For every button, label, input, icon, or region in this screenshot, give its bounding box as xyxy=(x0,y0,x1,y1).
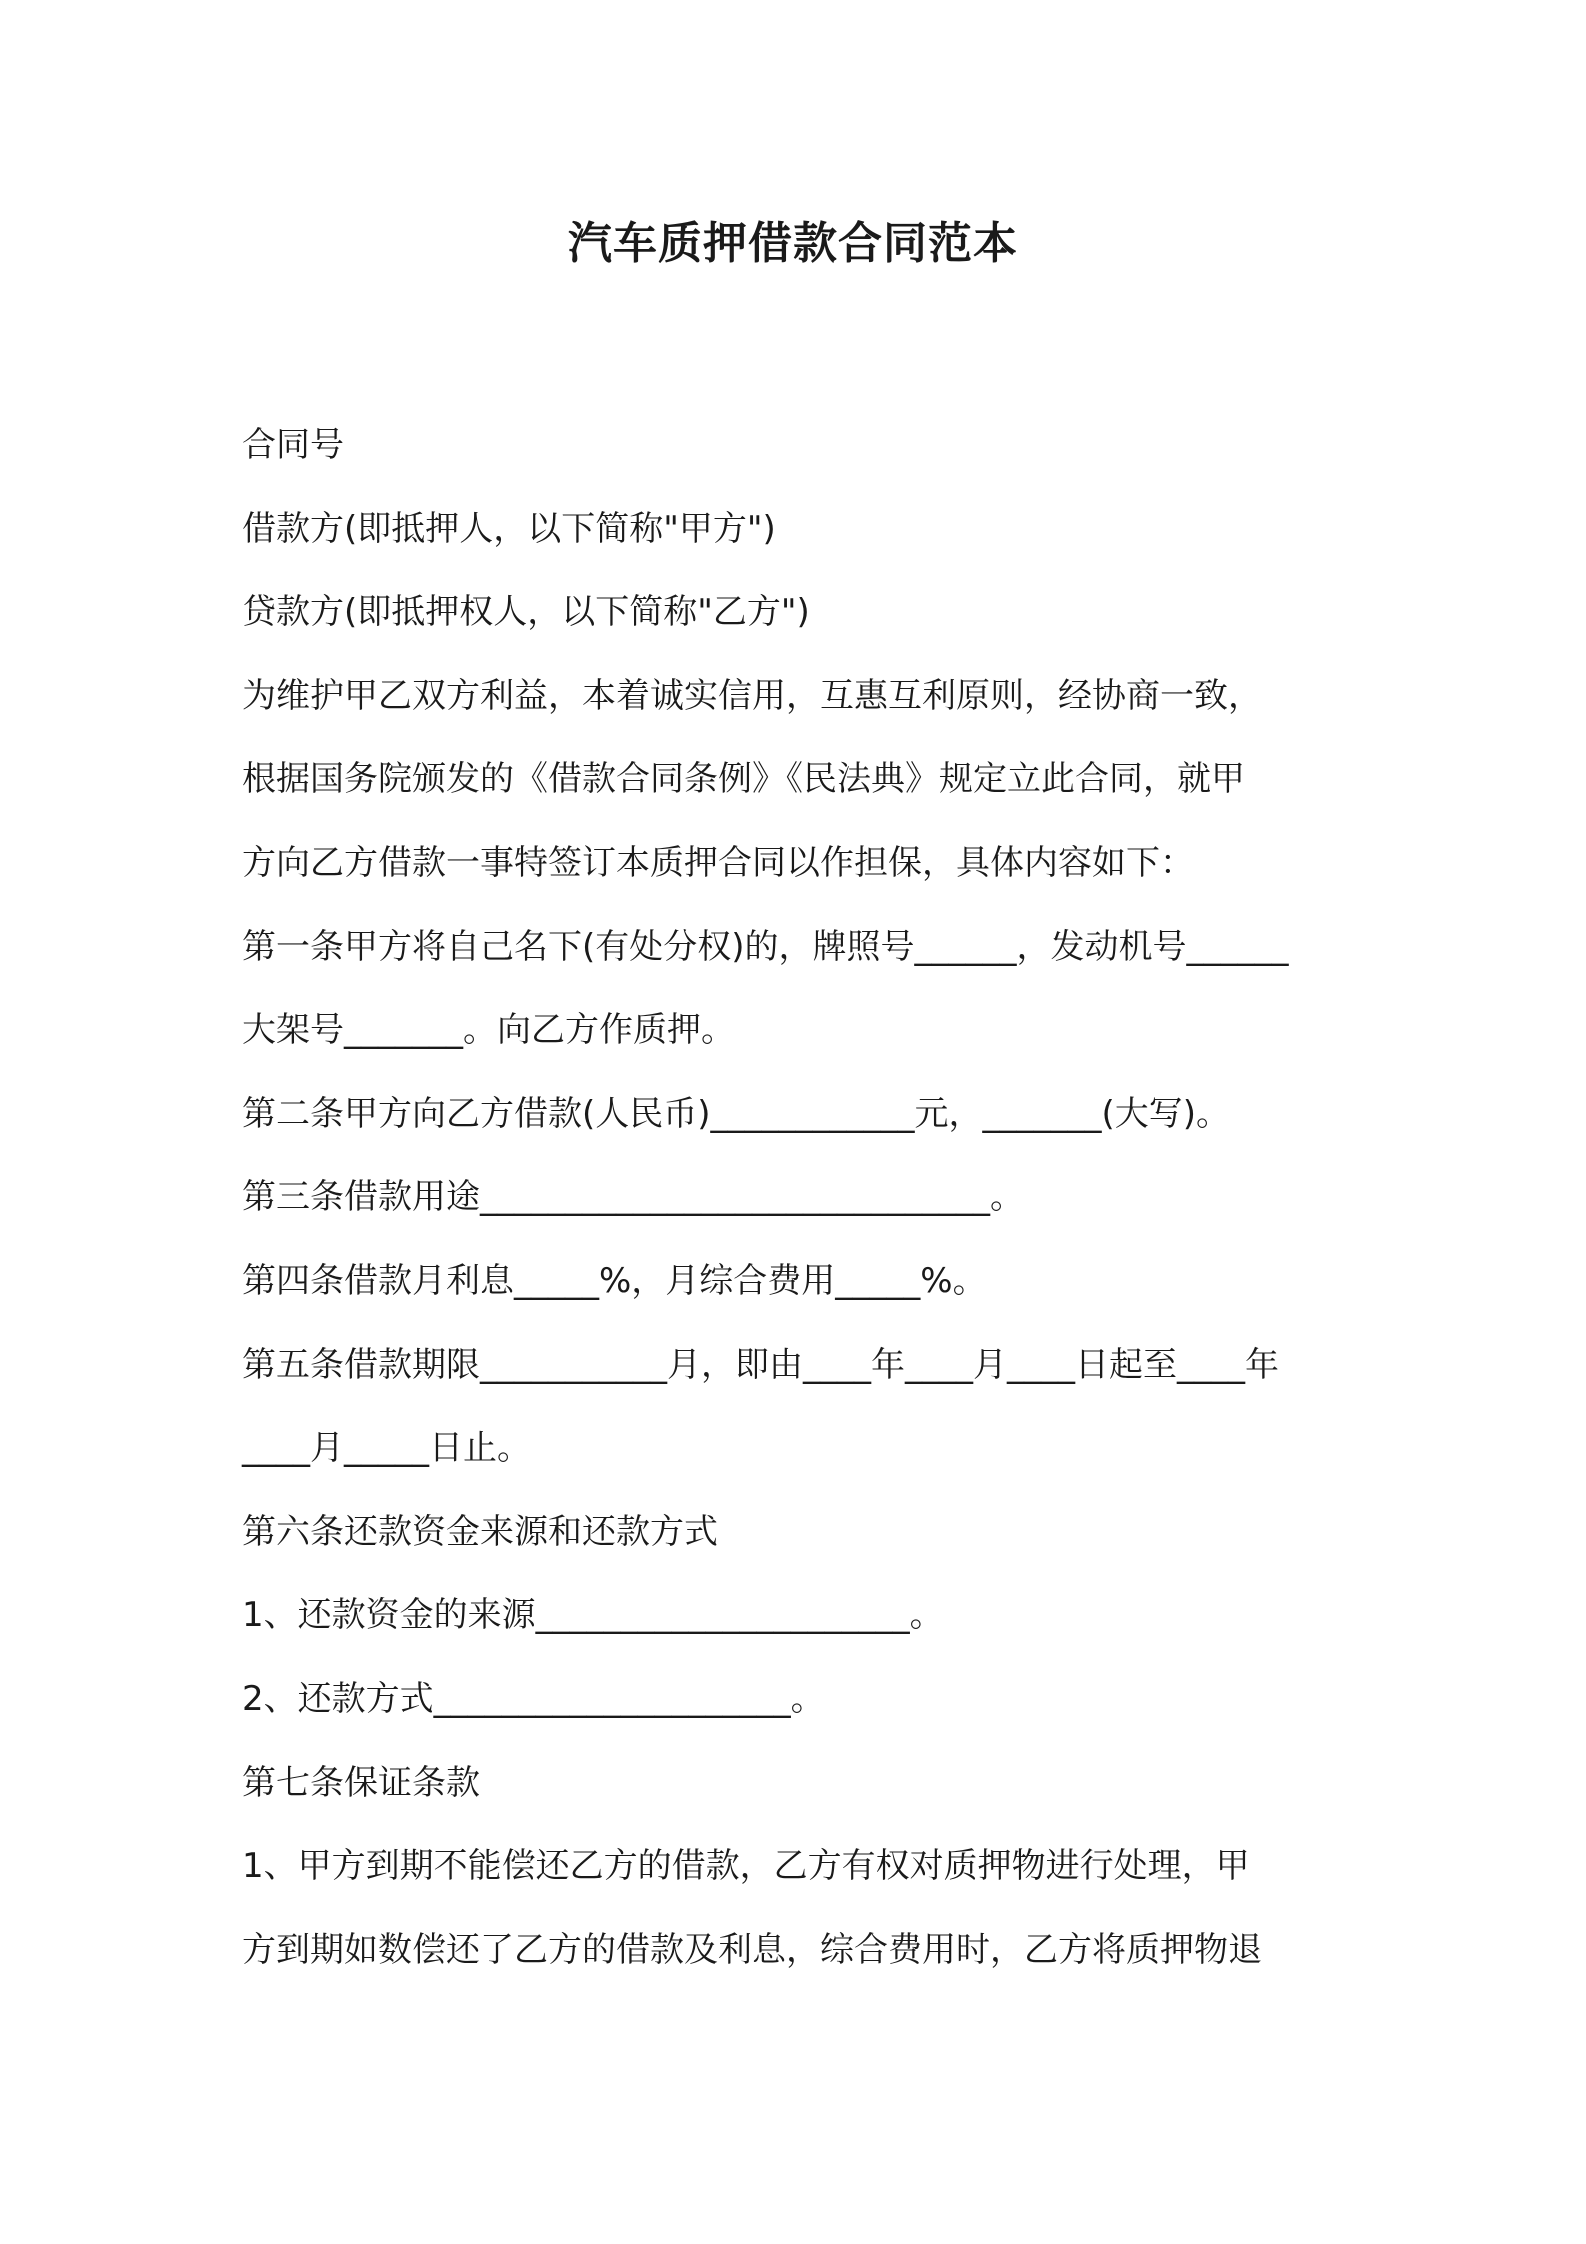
article-5-line: 第五条借款期限___________月，即由____年____月____日起至____年 xyxy=(242,1344,1279,1385)
lender-line: 贷款方(即抵押权人，以下简称"乙方") xyxy=(242,592,810,633)
contract-number-line: 合同号 xyxy=(242,425,344,465)
preamble-line: 根据国务院颁发的《借款合同条例》《民法典》规定立此合同，就甲 xyxy=(242,759,1245,800)
article-2-line: 第二条甲方向乙方借款(人民币)____________元，_______(大写)。 xyxy=(242,1093,1231,1134)
article-7-item: 1、甲方到期不能偿还乙方的借款，乙方有权对质押物进行处理，甲 xyxy=(242,1846,1250,1887)
article-7-heading: 第七条保证条款 xyxy=(242,1762,480,1803)
article-7-item: 方到期如数偿还了乙方的借款及利息，综合费用时，乙方将质押物退 xyxy=(242,1929,1262,1970)
article-3-line: 第三条借款用途______________________________。 xyxy=(242,1177,1024,1218)
article-4-line: 第四条借款月利息_____%，月综合费用_____%。 xyxy=(242,1260,987,1301)
article-6-item: 1、还款资金的来源______________________。 xyxy=(242,1595,944,1636)
document-body xyxy=(242,404,1362,1992)
article-5-line: ____月_____日止。 xyxy=(242,1428,531,1469)
document-title: 汽车质押借款合同范本 xyxy=(568,218,1018,269)
preamble-line: 方向乙方借款一事特签订本质押合同以作担保，具体内容如下： xyxy=(242,842,1194,883)
article-1-line: 第一条甲方将自己名下(有处分权)的，牌照号______，发动机号______ xyxy=(242,926,1289,967)
article-1-line: 大架号_______。向乙方作质押。 xyxy=(242,1010,735,1051)
preamble-line: 为维护甲乙双方利益，本着诚实信用，互惠互利原则，经协商一致， xyxy=(242,675,1262,716)
article-6-item: 2、还款方式_____________________。 xyxy=(242,1678,825,1719)
borrower-line: 借款方(即抵押人，以下简称"甲方") xyxy=(242,508,776,549)
article-6-heading: 第六条还款资金来源和还款方式 xyxy=(242,1511,718,1552)
